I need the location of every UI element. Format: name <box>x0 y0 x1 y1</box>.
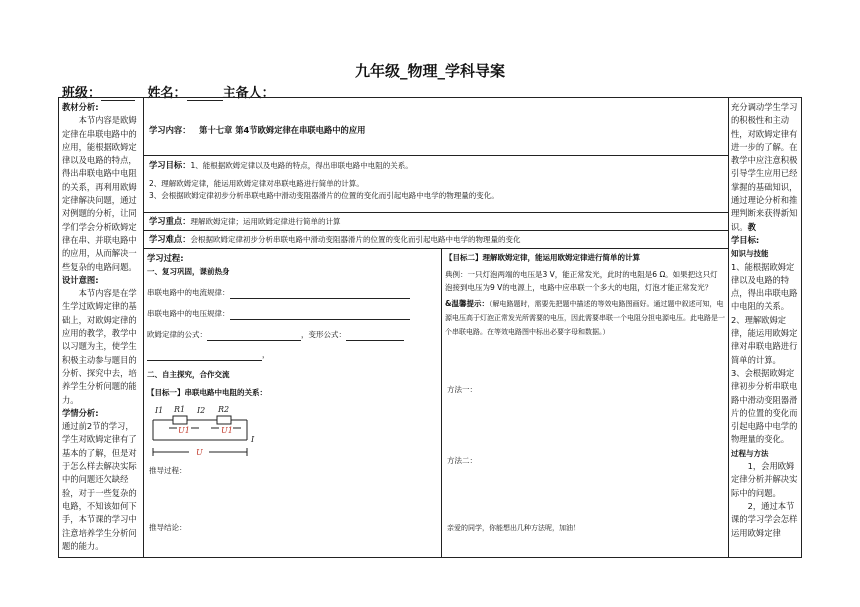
process-label: 学习过程: <box>147 253 184 263</box>
current-rule-label: 串联电路中的电流规律： <box>147 288 230 297</box>
goal1-title: 【目标一】串联电路中电阻的关系： <box>147 388 267 397</box>
analysis-text: 本节内容是欧姆定律在串联电路中的应用，能根据欧姆定律以及电路的特点，得出串联电路中电阻的关系，再利用欧姆定律解决问题，通过对例题的分析，让同学们学会分析欧姆定律在串、并联电路中的应用，从而解决一些复杂的电路问题。 <box>62 115 137 272</box>
goals-row <box>149 159 724 202</box>
variant-formula-label: ，变形公式： <box>301 330 346 339</box>
lesson-table <box>58 97 802 558</box>
goal2-title: 【目标二】理解欧姆定律，能运用欧姆定律进行简单的计算 <box>445 253 640 262</box>
circuit-label: R2 <box>218 405 230 414</box>
right-intro: 充分调动学生学习的积极性和主动性，对欧姆定律有进一步的了解。在教学中应注意积极引导学生应用已经掌握的基础知识，通过理论分析和推理判断来获得新知识。 <box>731 102 798 232</box>
right-intro-text <box>731 101 801 234</box>
goal2-tip <box>445 297 725 339</box>
design-text: 本节内容是在学生学过欧姆定律的基础上，对欧姆定律的应用的教学，教学中以习题为主，使学生积极主动参与题目的分析、探究中去，培养学生分析问题的能力。 <box>62 288 137 405</box>
right-column <box>731 101 801 540</box>
learner-text: 通过前2节的学习，学生对欧姆定律有了基本的了解，但是对于怎么样去解决实际中的问题还欠缺经验，对于一些复杂的电路，不知该如何下手，本节课的学习中注意培养学生分析问题的能力。 <box>62 421 137 551</box>
right-goal-item: 2、理解欧姆定律，能运用欧姆定律对串联电路进行简单的计算。 <box>731 314 798 365</box>
right-goal-item: 1、能根据欧姆定律以及电路的特点，得出串联电路中电阻的关系。 <box>731 261 798 312</box>
right-process-item: 2，通过本节课的学习学会怎样运用欧姆定律 <box>731 500 798 538</box>
encourage-text: 亲爱的同学，你能想出几种方法呢，加油！ <box>447 524 580 532</box>
difficulty-text: 会根据欧姆定律初步分析串联电路中滑动变阻器滑片的位置的变化而引起电路中电学的物理量的变化 <box>190 235 521 244</box>
key-text: 理解欧姆定律；运用欧姆定律进行简单的计算 <box>190 217 341 226</box>
goal-item: 1、能根据欧姆定律以及电路的特点，得出串联电路中电阻的关系。 <box>190 161 413 170</box>
goal-item: 2、理解欧姆定律，能运用欧姆定律对串联电路进行简单的计算。 <box>149 179 364 188</box>
class-label: 班级： <box>62 86 102 101</box>
learner-title: 学情分析: <box>62 407 99 418</box>
tip-text: （解电路题时，需要先把题中描述的等效电路图画好。通过题中叙述可知，电源电压高于灯泡正常发光所需要的电压，因此需要串联一个电阻分担电源电压。此电路是一个串联电路。在等效电路图中标出必要字母和数据。） <box>445 300 725 336</box>
page-title: 九年级_物理_学科导案 <box>354 62 505 80</box>
name-label: 姓名： <box>147 86 187 101</box>
right-process-item: 1，会用欧姆定律分析并解决实际中的问题。 <box>731 461 798 498</box>
right-goals-title: 学目标: <box>731 234 760 245</box>
content-label: 学习内容： <box>149 125 191 135</box>
circuit-label: R1 <box>174 405 186 414</box>
col-divider-center <box>441 248 442 557</box>
tip-label: &温馨提示： <box>445 299 490 308</box>
goal-item: 3、会根据欧姆定律初步分析串联电路中滑动变阻器滑片的位置的变化而引起电路中电学的物理量的变化。 <box>149 191 499 200</box>
ohm-formula-label: 欧姆定律的公式： <box>147 330 207 339</box>
knowledge-title: 知识与技能 <box>731 249 769 259</box>
explore-title: 二、自主探究，合作交流 <box>147 370 230 379</box>
current-rule-blank <box>230 289 410 299</box>
goal2-section <box>445 252 725 552</box>
col-divider-left <box>143 98 144 557</box>
circuit-label: I2 <box>197 406 206 415</box>
circuit-label: I <box>251 435 255 444</box>
review-title: 一、复习巩固，课前热身 <box>147 267 230 276</box>
row-divider <box>143 212 728 213</box>
voltage-rule-blank <box>230 310 410 320</box>
circuit-label: I1 <box>155 406 164 415</box>
content-text: 第十七章 第4节欧姆定律在串联电路中的应用 <box>199 125 366 135</box>
left-column <box>62 101 141 553</box>
derive-process-label: 推导过程： <box>149 466 187 475</box>
circuit-label: U1 <box>178 426 190 435</box>
difficulty-row <box>149 233 724 246</box>
goals-label: 学习目标： <box>149 160 191 170</box>
right-goal-item: 3、会根据欧姆定律初步分析串联电路中滑动变阻器滑片的位置的变化而引起电路中电学的物理量的变化。 <box>731 367 798 445</box>
difficulty-label: 学习难点： <box>149 234 191 244</box>
method1-label: 方法一： <box>447 385 477 394</box>
derive-conclusion-label: 推导结论： <box>149 523 187 532</box>
process-section: 学习过程: 一、复习巩固，课前热身 串联电路中的电流规律： 串联电路中的电压规律： 欧姆定律的公式： ，变形公式： ， 二、自主探究，合作交流 【目标一】串联电路中电阻的关系： I1 R1 I2 R2 U1 U1 I U 推导过程： 推导结论： <box>147 252 437 552</box>
row-divider <box>143 230 728 231</box>
row-divider <box>143 248 728 249</box>
ohm-formula-blank <box>207 331 301 341</box>
variant-formula-blank-2 <box>147 351 262 361</box>
circuit-label: U1 <box>221 426 233 435</box>
method2-label: 方法二： <box>447 456 477 465</box>
analysis-title: 教材分析: <box>62 102 99 112</box>
design-title: 设计意图: <box>62 274 99 285</box>
variant-formula-blank <box>346 331 404 341</box>
series-circuit-diagram <box>149 400 259 458</box>
col-divider-right <box>728 98 729 557</box>
teach-label: 教 <box>747 221 756 232</box>
content-row <box>149 124 724 137</box>
preparer-label: 主备人： <box>222 86 275 101</box>
process-method-title: 过程与方法 <box>731 448 769 458</box>
goal2-example-text: 典例：一只灯泡两端的电压是3 V，能正常发光，此时的电阻是6 Ω。如果把这只灯泡接到电压为9 V的电源上，电路中应串联一个多大的电阻，灯泡才能正常发光？ <box>445 270 718 292</box>
key-label: 学习重点： <box>149 216 191 226</box>
voltage-rule-label: 串联电路中的电压规律： <box>147 309 230 318</box>
circuit-label: U <box>196 448 203 457</box>
goal2-example <box>445 268 725 294</box>
row-divider <box>143 155 728 156</box>
key-row <box>149 215 724 228</box>
